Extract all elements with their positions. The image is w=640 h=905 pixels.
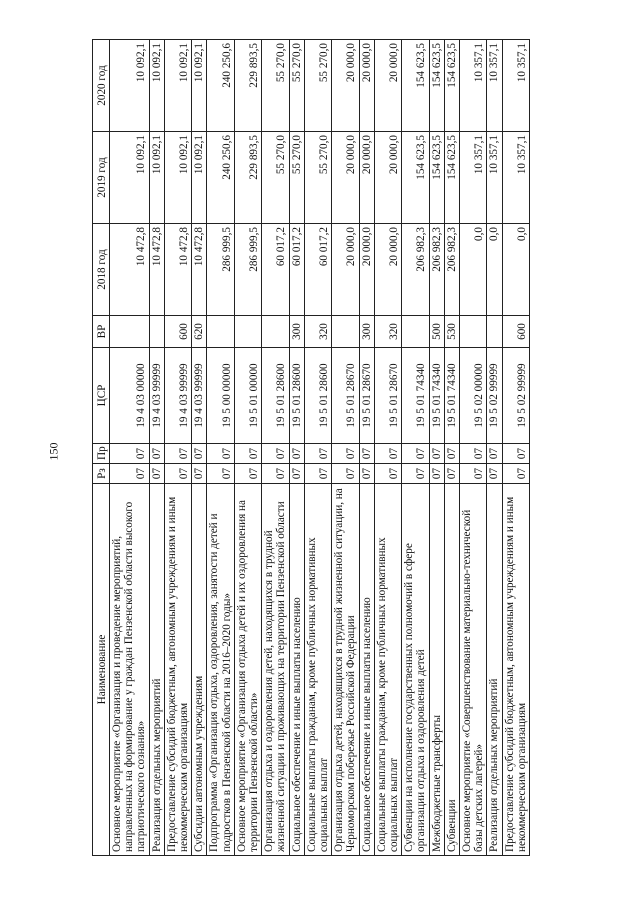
- cell-2020: 10 357,1: [460, 40, 487, 132]
- cell-vr: 500: [429, 316, 444, 348]
- cell-2019: 20 000,0: [374, 132, 401, 224]
- cell-name: Социальное обеспечение и иные выплаты населению: [359, 484, 374, 856]
- cell-2020: 20 000,0: [359, 40, 374, 132]
- cell-vr: [262, 316, 289, 348]
- cell-name: Социальное обеспечение и иные выплаты населению: [289, 484, 304, 856]
- cell-vr: 300: [289, 316, 304, 348]
- cell-name: Социальные выплаты гражданам, кроме публичных нормативных социальных выплат: [304, 484, 331, 856]
- cell-csr: 19 5 01 74340: [429, 348, 444, 444]
- cell-vr: [460, 316, 487, 348]
- cell-rz: 07: [262, 464, 289, 484]
- cell-name: Предоставление субсидий бюджетным, автономным учреждениям и иным некоммерческим организациям: [502, 484, 529, 856]
- cell-2018: 60 017,2: [262, 224, 289, 316]
- table-header-row: [93, 40, 110, 856]
- table-row: [359, 40, 374, 856]
- cell-rz: 07: [444, 464, 459, 484]
- table-row: [429, 40, 444, 856]
- cell-name: Организация отдыха и оздоровления детей, находящихся в трудной жизненной ситуации и проживающих на территории Пензенской области: [262, 484, 289, 856]
- table-row: [487, 40, 502, 856]
- cell-vr: [149, 316, 164, 348]
- cell-2020: 154 623,5: [444, 40, 459, 132]
- cell-rz: 07: [429, 464, 444, 484]
- cell-2019: 55 270,0: [304, 132, 331, 224]
- cell-csr: 19 5 01 74340: [444, 348, 459, 444]
- table-row: [460, 40, 487, 856]
- cell-2020: 10 357,1: [487, 40, 502, 132]
- cell-rz: 07: [192, 464, 207, 484]
- cell-2018: 0,0: [460, 224, 487, 316]
- cell-2019: 20 000,0: [359, 132, 374, 224]
- cell-2018: 206 982,3: [444, 224, 459, 316]
- cell-rz: 07: [332, 464, 359, 484]
- header-name: Наименование: [93, 484, 110, 856]
- cell-2019: 10 092,1: [192, 132, 207, 224]
- page-number: 150: [46, 442, 61, 461]
- cell-pr: 07: [234, 444, 261, 464]
- cell-pr: 07: [164, 444, 191, 464]
- table-row: [332, 40, 359, 856]
- cell-rz: 07: [207, 464, 234, 484]
- header-rz: Рз: [93, 464, 110, 484]
- cell-2018: 10 472,8: [110, 224, 150, 316]
- table-row: [502, 40, 529, 856]
- cell-2018: 20 000,0: [332, 224, 359, 316]
- cell-pr: 07: [192, 444, 207, 464]
- header-pr: Пр: [93, 444, 110, 464]
- cell-name: Основное мероприятие «Совершенствование материально-технической базы детских лагерей»: [460, 484, 487, 856]
- cell-rz: 07: [289, 464, 304, 484]
- cell-csr: 19 5 01 28600: [289, 348, 304, 444]
- cell-2020: 55 270,0: [262, 40, 289, 132]
- cell-vr: 320: [304, 316, 331, 348]
- cell-pr: 07: [304, 444, 331, 464]
- cell-2020: 229 893,5: [234, 40, 261, 132]
- cell-csr: 19 5 02 99999: [502, 348, 529, 444]
- cell-pr: 07: [149, 444, 164, 464]
- header-csr: ЦСР: [93, 348, 110, 444]
- cell-vr: 530: [444, 316, 459, 348]
- cell-csr: 19 5 01 74340: [402, 348, 429, 444]
- cell-pr: 07: [444, 444, 459, 464]
- cell-pr: 07: [374, 444, 401, 464]
- cell-name: Субсидии автономным учреждениям: [192, 484, 207, 856]
- cell-2018: 286 999,5: [234, 224, 261, 316]
- cell-2018: 60 017,2: [289, 224, 304, 316]
- cell-csr: 19 5 02 99999: [487, 348, 502, 444]
- cell-2020: 240 250,6: [207, 40, 234, 132]
- table-row: [110, 40, 150, 856]
- cell-vr: [110, 316, 150, 348]
- cell-2020: 154 623,5: [402, 40, 429, 132]
- cell-2018: 206 982,3: [429, 224, 444, 316]
- cell-rz: 07: [460, 464, 487, 484]
- header-vr: ВР: [93, 316, 110, 348]
- cell-csr: 19 4 03 99999: [192, 348, 207, 444]
- table-row: [374, 40, 401, 856]
- cell-vr: [207, 316, 234, 348]
- table-row: [304, 40, 331, 856]
- cell-csr: 19 5 02 00000: [460, 348, 487, 444]
- cell-2018: 60 017,2: [304, 224, 331, 316]
- cell-2019: 154 623,5: [402, 132, 429, 224]
- cell-vr: [234, 316, 261, 348]
- cell-2018: 206 982,3: [402, 224, 429, 316]
- cell-2018: 0,0: [487, 224, 502, 316]
- cell-name: Реализация отдельных мероприятий: [487, 484, 502, 856]
- cell-csr: 19 5 01 28600: [262, 348, 289, 444]
- cell-csr: 19 5 01 28600: [304, 348, 331, 444]
- table-row: [164, 40, 191, 856]
- cell-pr: 07: [502, 444, 529, 464]
- cell-2019: 55 270,0: [262, 132, 289, 224]
- table-body: [110, 40, 530, 856]
- cell-2019: 10 092,1: [164, 132, 191, 224]
- cell-2020: 10 092,1: [164, 40, 191, 132]
- cell-rz: 07: [359, 464, 374, 484]
- cell-name: Организация отдыха детей, находящихся в трудной жизненной ситуации, на Черноморском побережье Российской Федерации: [332, 484, 359, 856]
- cell-name: Субвенции на исполнение государственных полномочий в сфере организации отдыха и оздоровления детей: [402, 484, 429, 856]
- cell-rz: 07: [304, 464, 331, 484]
- table-row: [234, 40, 261, 856]
- cell-2018: 10 472,8: [192, 224, 207, 316]
- cell-name: Основное мероприятие «Организация и проведение мероприятий, направленных на формирование у граждан Пензенской области высокого патриотического сознания»: [110, 484, 150, 856]
- cell-2019: 154 623,5: [444, 132, 459, 224]
- cell-2020: 154 623,5: [429, 40, 444, 132]
- cell-vr: 620: [192, 316, 207, 348]
- cell-pr: 07: [429, 444, 444, 464]
- cell-rz: 07: [149, 464, 164, 484]
- cell-2019: 10 092,1: [149, 132, 164, 224]
- budget-table: [92, 39, 530, 856]
- cell-pr: 07: [332, 444, 359, 464]
- cell-pr: 07: [289, 444, 304, 464]
- cell-2019: 20 000,0: [332, 132, 359, 224]
- cell-2019: 229 893,5: [234, 132, 261, 224]
- cell-2019: 10 357,1: [487, 132, 502, 224]
- cell-name: Реализация отдельных мероприятий: [149, 484, 164, 856]
- cell-rz: 07: [487, 464, 502, 484]
- cell-pr: 07: [487, 444, 502, 464]
- cell-vr: 600: [164, 316, 191, 348]
- cell-name: Основное мероприятие «Организация отдыха детей и их оздоровления на территории Пензенской области»: [234, 484, 261, 856]
- table-row: [262, 40, 289, 856]
- cell-csr: 19 5 01 00000: [234, 348, 261, 444]
- cell-2019: 10 357,1: [460, 132, 487, 224]
- table-row: [192, 40, 207, 856]
- cell-2020: 10 357,1: [502, 40, 529, 132]
- table-row: [149, 40, 164, 856]
- cell-2020: 20 000,0: [374, 40, 401, 132]
- cell-2018: 286 999,5: [207, 224, 234, 316]
- cell-vr: [487, 316, 502, 348]
- header-2018: 2018 год: [93, 224, 110, 316]
- table-row: [289, 40, 304, 856]
- cell-csr: 19 5 01 28670: [332, 348, 359, 444]
- table-row: [402, 40, 429, 856]
- cell-2019: 10 357,1: [502, 132, 529, 224]
- cell-vr: [402, 316, 429, 348]
- cell-rz: 07: [164, 464, 191, 484]
- cell-pr: 07: [359, 444, 374, 464]
- cell-2018: 10 472,8: [164, 224, 191, 316]
- cell-rz: 07: [374, 464, 401, 484]
- cell-pr: 07: [262, 444, 289, 464]
- table-row: [207, 40, 234, 856]
- cell-2019: 10 092,1: [110, 132, 150, 224]
- cell-csr: 19 4 03 99999: [149, 348, 164, 444]
- table-row: [444, 40, 459, 856]
- cell-2020: 20 000,0: [332, 40, 359, 132]
- cell-2020: 55 270,0: [304, 40, 331, 132]
- cell-pr: 07: [110, 444, 150, 464]
- cell-2018: 10 472,8: [149, 224, 164, 316]
- cell-rz: 07: [234, 464, 261, 484]
- cell-vr: 320: [374, 316, 401, 348]
- cell-2018: 20 000,0: [374, 224, 401, 316]
- cell-name: Межбюджетные трансферты: [429, 484, 444, 856]
- cell-2020: 10 092,1: [110, 40, 150, 132]
- cell-csr: 19 4 03 00000: [110, 348, 150, 444]
- cell-csr: 19 5 00 00000: [207, 348, 234, 444]
- cell-2018: 20 000,0: [359, 224, 374, 316]
- cell-csr: 19 5 01 28670: [374, 348, 401, 444]
- cell-2018: 0,0: [502, 224, 529, 316]
- cell-pr: 07: [402, 444, 429, 464]
- cell-2019: 240 250,6: [207, 132, 234, 224]
- cell-name: Предоставление субсидий бюджетным, автономным учреждениям и иным некоммерческим организациям: [164, 484, 191, 856]
- cell-vr: 600: [502, 316, 529, 348]
- cell-2019: 55 270,0: [289, 132, 304, 224]
- cell-rz: 07: [402, 464, 429, 484]
- cell-2020: 55 270,0: [289, 40, 304, 132]
- cell-vr: [332, 316, 359, 348]
- cell-rz: 07: [502, 464, 529, 484]
- cell-rz: 07: [110, 464, 150, 484]
- cell-name: Социальные выплаты гражданам, кроме публичных нормативных социальных выплат: [374, 484, 401, 856]
- cell-name: Субвенции: [444, 484, 459, 856]
- header-2019: 2019 год: [93, 132, 110, 224]
- budget-table-container: [92, 40, 566, 856]
- cell-pr: 07: [460, 444, 487, 464]
- cell-pr: 07: [207, 444, 234, 464]
- cell-csr: 19 5 01 28670: [359, 348, 374, 444]
- cell-2020: 10 092,1: [149, 40, 164, 132]
- cell-vr: 300: [359, 316, 374, 348]
- cell-2020: 10 092,1: [192, 40, 207, 132]
- cell-name: Подпрограмма «Организация отдыха, оздоровления, занятости детей и подростков в Пензенской области на 2016–2020 годы»: [207, 484, 234, 856]
- cell-csr: 19 4 03 99999: [164, 348, 191, 444]
- cell-2019: 154 623,5: [429, 132, 444, 224]
- header-2020: 2020 год: [93, 40, 110, 132]
